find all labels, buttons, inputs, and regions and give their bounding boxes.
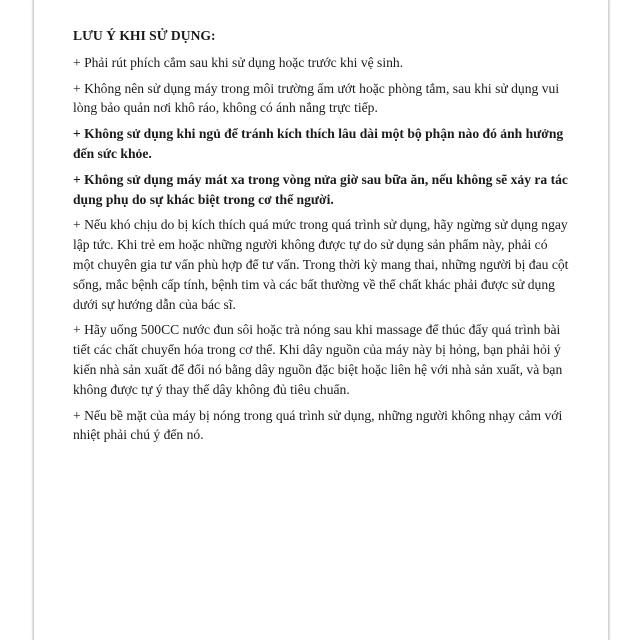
document-heading: LƯU Ý KHI SỬ DỤNG: (73, 28, 216, 43)
paragraph-sleep-warning: + Không sử dụng khi ngủ để tránh kích thích lâu dài một bộ phận nào đó ảnh hưởng đến sức khỏe. (73, 126, 564, 161)
paragraph-humidity: + Không nên sử dụng máy trong môi trường ẩm ướt hoặc phòng tắm, sau khi sử dụng vui lòng bảo quản nơi khô ráo, không có ánh nắng trực tiếp. (73, 80, 560, 116)
paragraph-discomfort: + Nếu khó chịu do bị kích thích quá mức trong quá trình sử dụng, hãy ngừng sử dụng ngay lập tức. Khi trẻ em hoặc những người không được tự do sử dụng sản phẩm này, phải có một chuyên gia tư vấn phù hợp để tư vấn. Trong thời kỳ mang thai, những người bị đau cột sống, mắc bệnh cấp tính, bệnh tim và các bất thường về thể chất khác phải được sử dụng dưới sự hướng dẫn của bác sĩ. (73, 217, 569, 312)
paragraph-meal-warning: + Không sử dụng máy mát xa trong vòng nửa giờ sau bữa ăn, nếu không sẽ xảy ra tác dụng phụ do sự khác biệt trong cơ thể người. (73, 171, 568, 207)
document-content (73, 26, 583, 451)
paragraph-unplug: + Phải rút phích cắm sau khi sử dụng hoặc trước khi vệ sinh. (73, 54, 404, 70)
paragraph-water-cord: + Hãy uống 500CC nước đun sôi hoặc trà nóng sau khi massage để thúc đẩy quá trình bài tiết các chất chuyển hóa trong cơ thể. Khi dây nguồn của máy này bị hỏng, bạn phải hỏi ý kiến nhà sản xuất để đổi nó bằng dây nguồn đặc biệt hoặc liên hệ với nhà sản xuất, và bạn không được tự ý thay thế dây không đủ tiêu chuẩn. (73, 322, 563, 397)
paragraph-surface-heat: + Nếu bề mặt của máy bị nóng trong quá trình sử dụng, những người không nhạy cảm với nhiệt phải chú ý đến nó. (73, 407, 563, 443)
